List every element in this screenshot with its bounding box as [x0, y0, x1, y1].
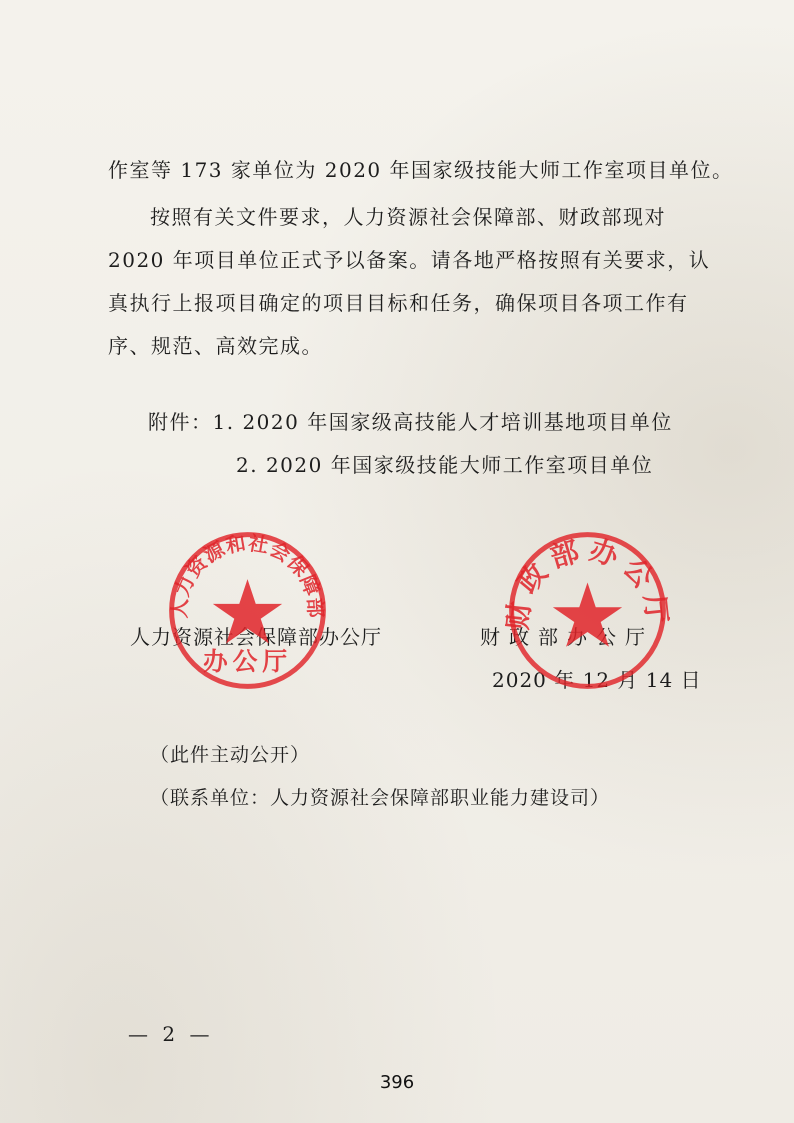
left-org-signature: 人力资源社会保障部办公厅 [130, 625, 382, 649]
attachment-item-1: 附件：1. 2020 年国家级高技能人才培训基地项目单位 [148, 410, 673, 434]
page-number: 396 [379, 1072, 415, 1093]
star-icon [553, 582, 622, 646]
body-line-2: 按照有关文件要求，人力资源社会保障部、财政部现对 [150, 205, 666, 229]
right-org-signature: 财政部办公厅 [480, 625, 654, 649]
right-seal-arc-text: 政部办公 [510, 532, 665, 600]
attachment-item-2: 2. 2020 年国家级技能大师工作室项目单位 [236, 453, 654, 477]
left-seal-bottom-text: 办公厅 [202, 646, 293, 676]
contact-note: （联系单位：人力资源社会保障部职业能力建设司） [150, 787, 611, 809]
right-official-seal [505, 528, 670, 693]
body-line-3: 2020 年项目单位正式予以备案。请各地严格按照有关要求，认 [108, 248, 711, 272]
left-seal-arc-text: 人力资源和社会保障部 [167, 530, 328, 619]
issue-date: 2020 年 12 月 14 日 [492, 668, 702, 692]
star-icon [213, 579, 282, 643]
body-line-4: 真执行上报项目确定的项目目标和任务，确保项目各项工作有 [108, 291, 689, 315]
body-line-1: 作室等 173 家单位为 2020 年国家级技能大师工作室项目单位。 [108, 158, 734, 182]
body-line-5: 序、规范、高效完成。 [108, 334, 323, 358]
disclosure-note: （此件主动公开） [150, 744, 311, 766]
left-official-seal [165, 528, 330, 693]
page-mark: — 2 — [128, 1022, 214, 1046]
